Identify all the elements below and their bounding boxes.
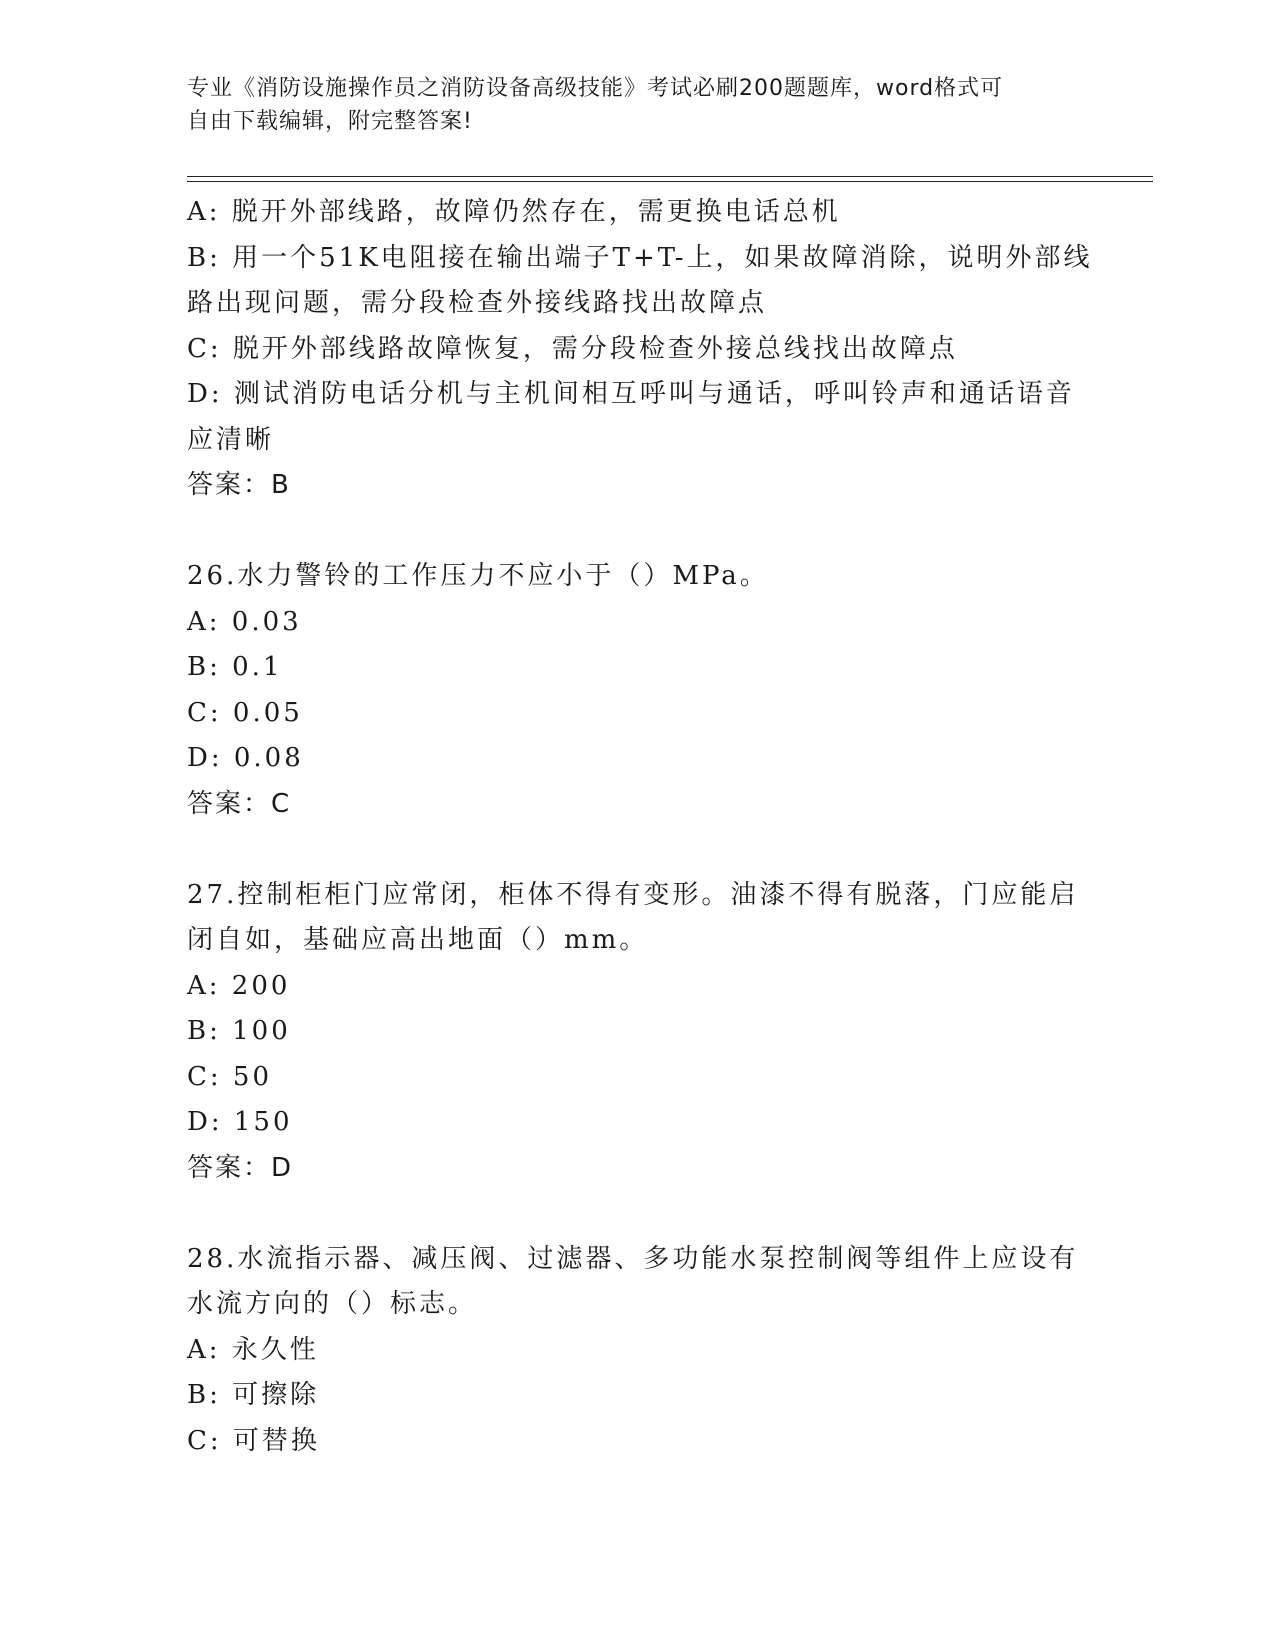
- option-d: D: 150: [187, 1107, 293, 1137]
- option-a: A: 永久性: [187, 1334, 319, 1365]
- option-d: D: 测试消防电话分机与主机间相互呼叫与通话，呼叫铃声和通话语音: [187, 379, 1075, 409]
- question-25: [187, 190, 1093, 509]
- option-a: A: 200: [187, 970, 291, 1001]
- question-content: [187, 190, 1093, 1464]
- question-stem-continued: 水流方向的（）标志。: [187, 1289, 478, 1319]
- question-26: [187, 554, 1087, 827]
- option-d: D: 0.08: [187, 743, 304, 773]
- question-stem-continued: 闭自如，基础应高出地面（）mm。: [187, 925, 649, 955]
- header-rule-top: [187, 176, 1153, 177]
- answer-label: 答案：D: [187, 1152, 294, 1183]
- option-b: B: 100: [187, 1016, 291, 1046]
- option-c: C: 可替换: [187, 1425, 320, 1456]
- answer-label: 答案：B: [187, 470, 291, 500]
- option-c: C: 脱开外部线路故障恢复，需分段检查外接总线找出故障点: [187, 333, 958, 364]
- spacer: [187, 1191, 1087, 1237]
- option-d-continued: 应清晰: [187, 424, 275, 455]
- question-stem: 28.水流指示器、减压阀、过滤器、多功能水泵控制阀等组件上应设有: [187, 1243, 1079, 1274]
- spacer: [187, 827, 1087, 873]
- header-line-2: 自由下载编辑，附完整答案!: [187, 109, 473, 134]
- question-stem: 27.控制柜柜门应常闭，柜体不得有变形。油漆不得有脱落，门应能启: [187, 879, 1079, 910]
- option-b-continued: 路出现问题，需分段检查外接线路找出故障点: [187, 288, 768, 318]
- option-c: C: 0.05: [187, 697, 303, 728]
- header-rule-bottom: [187, 181, 1153, 182]
- question-27: [187, 873, 1087, 1192]
- option-c: C: 50: [187, 1061, 273, 1092]
- option-b: B: 用一个51K电阻接在输出端子T+T-上，如果故障消除，说明外部线: [187, 242, 1093, 273]
- question-stem: 26.水力警铃的工作压力不应小于（）MPa。: [187, 561, 769, 591]
- answer-label: 答案：C: [187, 788, 292, 819]
- header-line-1: 专业《消防设施操作员之消防设备高级技能》考试必刷200题题库，word格式可: [187, 76, 1004, 101]
- option-a: A: 0.03: [187, 606, 302, 637]
- option-b: B: 0.1: [187, 652, 283, 682]
- document-header: [187, 72, 1067, 138]
- option-b: B: 可擦除: [187, 1380, 320, 1410]
- spacer: [187, 509, 1087, 555]
- option-a: A: 脱开外部线路，故障仍然存在，需更换电话总机: [187, 197, 841, 227]
- question-28: [187, 1237, 1087, 1465]
